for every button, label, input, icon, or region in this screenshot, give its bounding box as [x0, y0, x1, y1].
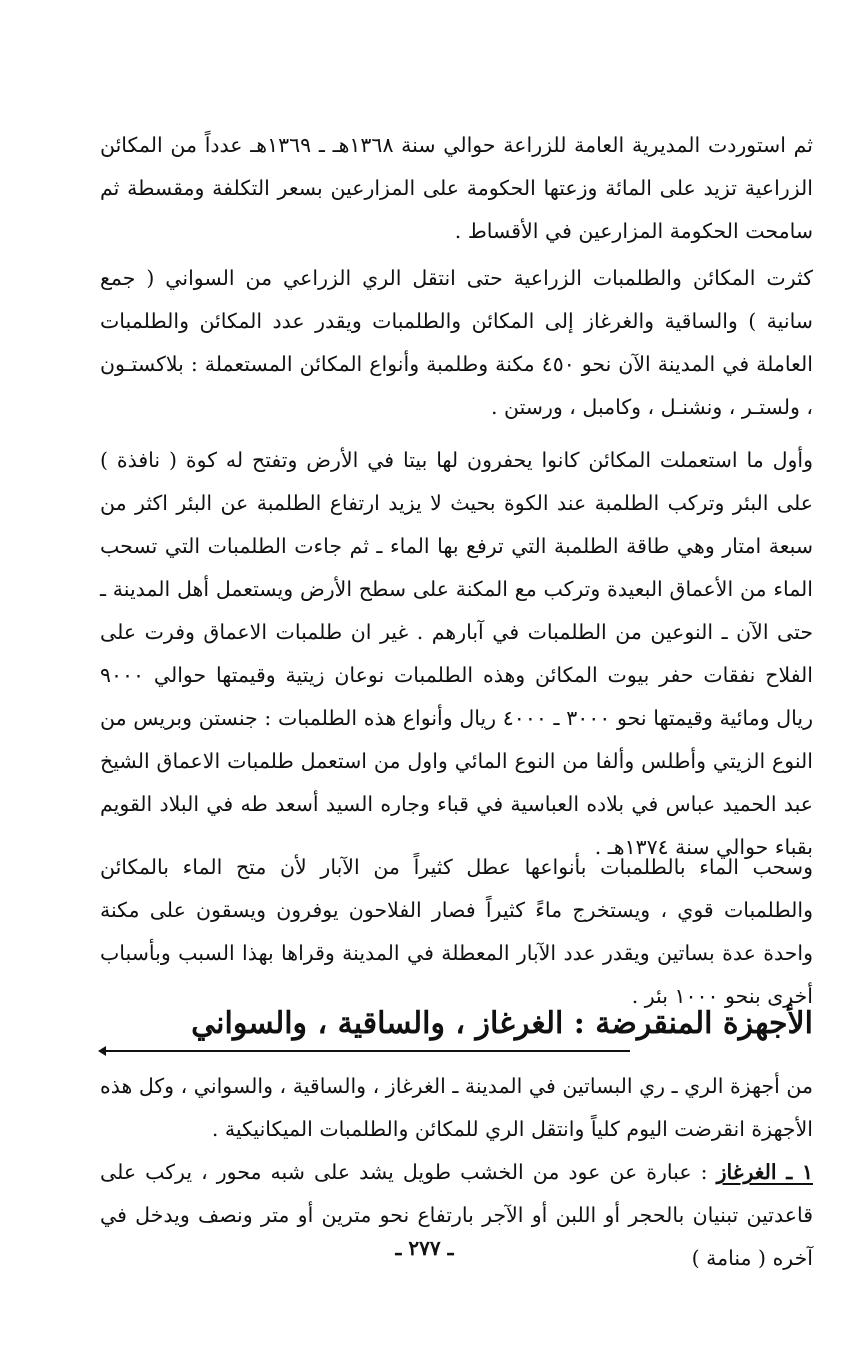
text-block-3 — [100, 439, 813, 869]
paragraph-machine-count: كثرت المكائن والطلمبات الزراعية حتى انتقل الري الزراعي من السواني ( جمع سانية ) والساقية والغرغاز إلى المكائن والطلمبات ويقدر عدد المكائن والطلمبات العاملة في المدينة الآن نحو ٤٥٠ مكنة وطلمبة وأنواع المكائن المستعملة : بلاكستـون ، ولستـر ، ونشنـل ، وكامبل ، ورستن . — [100, 266, 813, 419]
heading-underline-rule — [100, 1050, 630, 1052]
section-heading: الأجهزة المنقرضة : الغرغاز ، والساقية ، والسواني — [191, 1006, 813, 1041]
paragraph-pumps-history: وأول ما استعملت المكائن كانوا يحفرون لها بيتا في الأرض وتفتح له كوة ( نافذة ) على البئر وتركب الطلمبة عند الكوة بحيث لا يزيد ارتفاع الطلمبة عن البئر اكثر من سبعة امتار وهي طاقة الطلمبة التي ترفع بها الماء ـ ثم جاءت الطلمبات التي تسحب الماء من الأعماق البعيدة وتركب مع المكنة على سطح الأرض ويستعمل أهل المدينة ـ حتى الآن ـ النوعين من الطلمبات في آبارهم . غير ان طلمبات الاعماق وفرت على الفلاح نفقات حفر بيوت المكائن وهذه الطلمبات نوعان زيتية وقيمتها حوالي ٩٠٠٠ ريال ومائية وقيمتها نحو ٣٠٠٠ ـ ٤٠٠٠ ريال وأنواع هذه الطلمبات : جنستن وبريس من النوع الزيتي وأطلس وألفا من النوع المائي واول من استعمل طلمبات الاعماق الشيخ عبد الحميد عباس في بلاده العباسية في قباء وجاره السيد أسعد طه في البلاد القويم بقباء حوالي سنة ١٣٧٤هـ . — [100, 448, 814, 859]
paragraph-extinct-devices: من أجهزة الري ـ ري البساتين في المدينة ـ الغرغاز ، والساقية ، والسواني ، وكل هذه الأجهزة انقرضت اليوم كلياً وانتقل الري للمكائن والطلمبات الميكانيكية . — [100, 1074, 813, 1141]
text-block-1 — [100, 124, 813, 253]
text-block-4 — [100, 846, 813, 1018]
text-block-2 — [100, 257, 813, 429]
paragraph-machine-imports: ثم استوردت المديرية العامة للزراعة حوالي سنة ١٣٦٨هـ ـ ١٣٦٩هـ عدداً من المكائن الزراعية تزيد على المائة وزعتها الحكومة على المزارعين بسعر التكلفة ومقسطة ثم سامحت الحكومة المزارعين في الأقساط . — [100, 133, 813, 243]
gharghaz-term: ١ ـ الغرغاز — [716, 1160, 813, 1184]
page-number: ـ ٢٧٧ ـ — [395, 1236, 454, 1260]
gharghaz-description: : عبارة عن عود من الخشب طويل يشد على شبه محور ، يركب على قاعدتين تبنيان بالحجر أو اللبن أو الآجر بارتفاع نحو مترين أو متر ونصف ويدخل في آخره ( منامة ) — [100, 1160, 813, 1270]
paragraph-wells-disabled: وسحب الماء بالطلمبات بأنواعها عطل كثيراً من الآبار لأن متح الماء بالمكائن والطلمبات قوي ، ويستخرج ماءً كثيراً فصار الفلاحون يوفرون ويسقون على مكنة واحدة عدة بساتين ويقدر عدد الآبار المعطلة في المدينة وقراها بهذا السبب وبأسباب أخرى بنحو ١٠٠٠ بئر . — [100, 855, 813, 1008]
